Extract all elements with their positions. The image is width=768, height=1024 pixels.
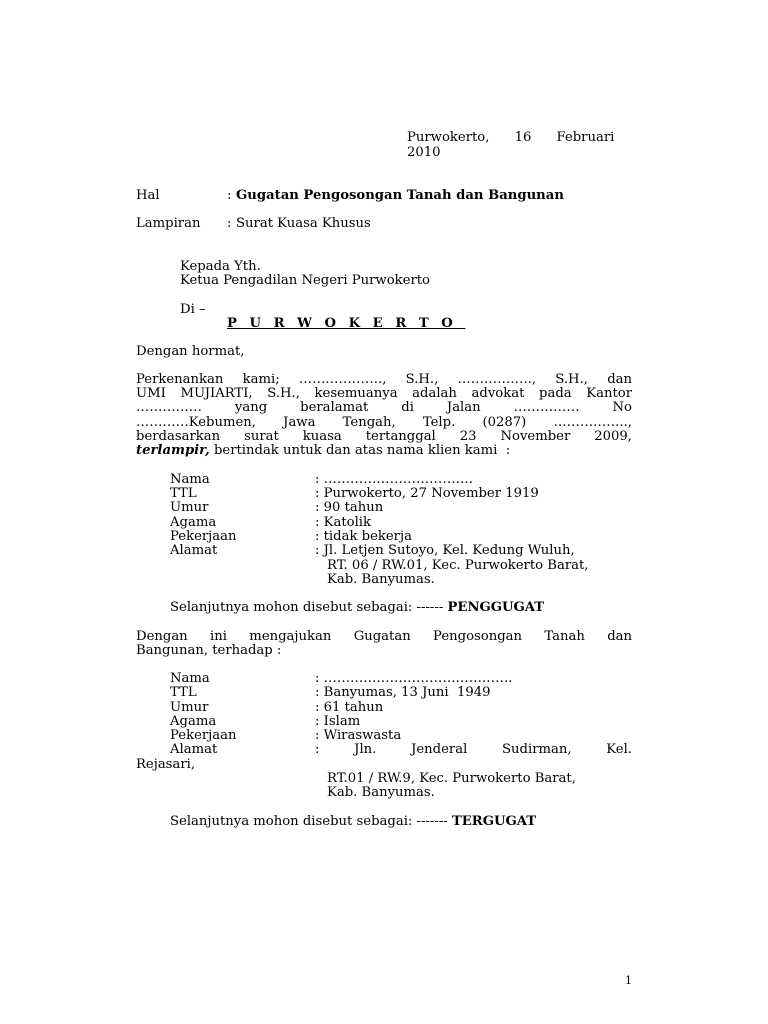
intro-line-3: …………… yang beralamat di Jalan …………… No — [136, 400, 632, 415]
defendant-pekerjaan-value: : Wiraswasta — [315, 728, 402, 743]
defendant-umur-label: Umur — [170, 700, 209, 715]
plaintiff-agama-label: Agama — [170, 515, 217, 530]
plaintiff-designation-role: PENGGUGAT — [447, 600, 545, 615]
plaintiff-umur-value: : 90 tahun — [315, 500, 384, 515]
defendant-ttl-value: : Banyumas, 13 Juni 1949 — [315, 685, 491, 700]
defendant-agama-value: : Islam — [315, 714, 361, 729]
plaintiff-alamat-label: Alamat — [170, 543, 218, 558]
plaintiff-agama-value: : Katolik — [315, 515, 372, 530]
plaintiff-ttl-label: TTL — [170, 486, 197, 501]
hal-colon: : — [227, 188, 232, 203]
defendant-pekerjaan-label: Pekerjaan — [170, 728, 237, 743]
greeting: Dengan hormat, — [136, 344, 245, 359]
plaintiff-designation-prefix: Selanjutnya mohon disebut sebagai: ------ — [170, 600, 448, 615]
date-line-2: 2010 — [407, 145, 441, 160]
intro-line-6-rest: bertindak untuk dan atas nama klien kami : — [209, 443, 511, 458]
plaintiff-nama-label: Nama — [170, 472, 210, 487]
intro-line-6 — [136, 444, 510, 459]
addressee-city: P U R W O K E R T O — [227, 316, 466, 331]
plaintiff-nama-value: : ……………………………. — [315, 472, 473, 487]
defendant-ttl-label: TTL — [170, 685, 197, 700]
plaintiff-alamat-line-2: RT. 06 / RW.01, Kec. Purwokerto Barat, — [327, 558, 589, 573]
defendant-designation-role: TERGUGAT — [451, 814, 537, 829]
lampiran-label: Lampiran — [136, 216, 201, 231]
plaintiff-designation — [170, 601, 544, 616]
plaintiff-ttl-value: : Purwokerto, 27 November 1919 — [315, 486, 539, 501]
lampiran-colon: : — [227, 216, 232, 231]
defendant-agama-label: Agama — [170, 714, 217, 729]
hal-value: Gugatan Pengosongan Tanah dan Bangunan — [236, 188, 564, 203]
intro-terlampir: terlampir, — [136, 443, 210, 458]
intro-line-2: UMI MUJIARTI, S.H., kesemuanya adalah advokat pada Kantor — [136, 386, 632, 401]
lampiran-value: Surat Kuasa Khusus — [236, 216, 371, 231]
defendant-alamat-wrap: Rejasari, — [136, 757, 196, 772]
plaintiff-pekerjaan-label: Pekerjaan — [170, 529, 237, 544]
defendant-alamat-value: : Jln. Jenderal Sudirman, Kel. — [315, 742, 632, 757]
defendant-nama-label: Nama — [170, 671, 210, 686]
intro-line-5: berdasarkan surat kuasa tertanggal 23 November 2009, — [136, 429, 632, 444]
defendant-alamat-label: Alamat — [170, 742, 218, 757]
hal-label: Hal — [136, 188, 160, 203]
plaintiff-umur-label: Umur — [170, 500, 209, 515]
plaintiff-pekerjaan-value: : tidak bekerja — [315, 529, 412, 544]
addressee-di: Di – — [180, 302, 206, 317]
intro-line-1: Perkenankan kami; ………………., S.H., …………….., S.H., dan — [136, 372, 632, 387]
plaintiff-alamat-line-3: Kab. Banyumas. — [327, 572, 435, 587]
plaintiff-alamat-value: : Jl. Letjen Sutoyo, Kel. Kedung Wuluh, — [315, 543, 575, 558]
defendant-alamat-line-2: RT.01 / RW.9, Kec. Purwokerto Barat, — [327, 771, 576, 786]
addressee-line-2: Ketua Pengadilan Negeri Purwokerto — [180, 273, 430, 288]
date-line-1: Purwokerto, 16 Februari — [407, 130, 615, 145]
defendant-alamat-line-3: Kab. Banyumas. — [327, 785, 435, 800]
defendant-nama-value: : ……………………………………. — [315, 671, 513, 686]
defendant-designation-prefix: Selanjutnya mohon disebut sebagai: ------- — [170, 814, 452, 829]
defendant-designation — [170, 815, 536, 830]
addressee-line-1: Kepada Yth. — [180, 259, 261, 274]
page-number: 1 — [625, 974, 632, 987]
filing-line-2: Bangunan, terhadap : — [136, 643, 282, 658]
intro-line-4: …………Kebumen, Jawa Tengah, Telp. (0287) …………….., — [136, 415, 632, 430]
defendant-umur-value: : 61 tahun — [315, 700, 384, 715]
filing-line-1: Dengan ini mengajukan Gugatan Pengosongan Tanah dan — [136, 629, 632, 644]
